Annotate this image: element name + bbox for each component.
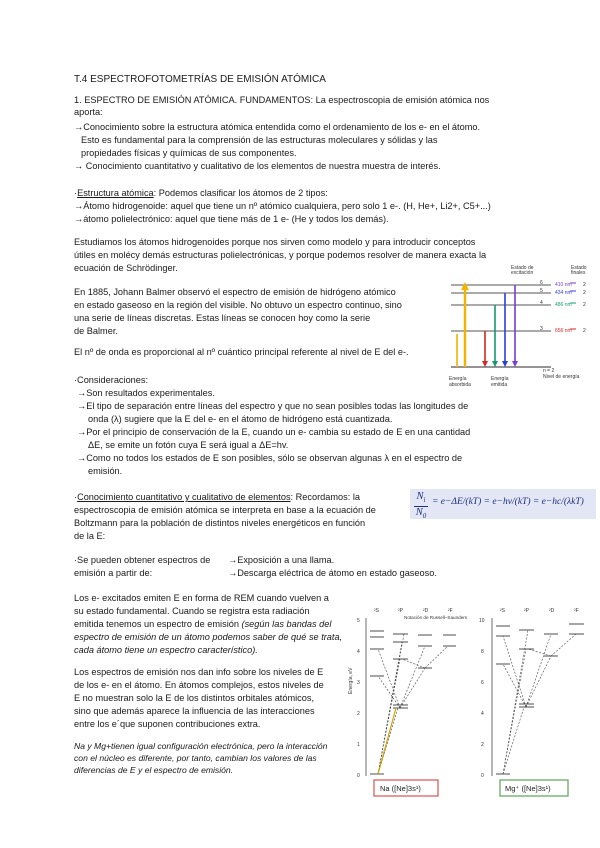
emission-656-head [482, 361, 488, 367]
excitados-line1: Los e- excitados emiten E en forma de REM cuando vuelven a [74, 593, 329, 603]
cap-emitida-b: emitida [491, 382, 508, 388]
fig-col2-label: Estado [571, 265, 587, 271]
na-grotrian [348, 608, 468, 796]
fig-col1b-label: excitación [511, 270, 534, 276]
numero-onda: El nº de onda es proporcional al nº cuántico principal referente al nivel de E del e-. [74, 347, 409, 357]
espectros-line2: de los e- en el átomo. En átomos complejos, estos niveles de [74, 680, 324, 690]
fig-col2b-label: finales [571, 270, 586, 276]
cap-absorbida-b: absorbida [449, 382, 471, 388]
mg-tick-4: 4 [481, 711, 484, 717]
excitados-line2: su estado fundamental. Cuando se registra esta radiación [74, 606, 310, 616]
estructura-heading-line: ·Estructura atómica: Podemos clasificar los átomos de 2 tipos: [74, 188, 328, 198]
na-tick-2: 2 [357, 711, 360, 717]
emission-434-head [502, 361, 508, 367]
balmer-line2: en estado gaseoso en la región del visible. No obtuvo un espectro continuo, sino [74, 300, 402, 310]
consid-1: →Son resultados experimentales. [77, 388, 215, 398]
grotrian-diagrams [348, 604, 596, 800]
conocimiento-heading-rest: : Recordamos: la [290, 492, 360, 502]
na-mg-line1: Na y Mg+tienen igual configuración electrónica, pero la interacción [74, 741, 328, 751]
na-col-d: ²D [423, 608, 429, 614]
conocimiento-line2: espectroscopia de emisión atómica se interpreta en base a la ecuación de [74, 505, 376, 515]
wl-656-label: 656 nm [555, 328, 572, 334]
section1-bullet1a: →Conocimiento sobre la estructura atómica entendida como el ordenamiento de los e- en el átomo. [74, 122, 481, 132]
section1-bullet1b: Esto es fundamental para la comprensión de las estructuras moleculares y sólidas y las [81, 135, 438, 145]
level-5-label: 5 [540, 288, 543, 294]
mg-transitions [503, 630, 576, 774]
na-tick-4: 4 [357, 649, 360, 655]
final-4: 2 [583, 302, 586, 308]
mg-grotrian [479, 608, 584, 796]
level-3-label: 3 [540, 326, 543, 332]
na-tick-1: 1 [357, 742, 360, 748]
estructura-heading-rest: : Podemos clasificar los átomos de 2 tipos: [153, 188, 328, 198]
conocimiento-heading: Conocimiento cuantitativo y cualitativo de elementos [77, 492, 291, 502]
consid-3b: ΔE, se emite un fotón cuya E será igual a ΔE=hv. [88, 440, 289, 450]
consid-4a: →Como no todos los estados de E son posibles, sólo se observan algunas λ en el espectro de [77, 453, 463, 463]
excitados-line3-text: emitida tenemos un espectro de emisión [74, 619, 239, 629]
mg-tick-10: 10 [479, 618, 485, 624]
section1-line1: 1. ESPECTRO DE EMISIÓN ATÓMICA. FUNDAMENTOS: La espectroscopia de emisión atómica nos [74, 95, 490, 105]
obtener-line1: ·Se pueden obtener espectros de [74, 555, 211, 565]
conocimiento-heading-line: ·Conocimiento cuantitativo y cualitativo de elementos: Recordamos: la [74, 492, 360, 502]
balmer-line3: una serie de líneas discretas. Estas líneas se conocen hoy como la serie [74, 313, 371, 323]
na-col-p: ²P [398, 608, 403, 614]
formula-num-sub: i [423, 496, 426, 505]
na-d-line [378, 708, 396, 774]
wl-434-label: 434 nm [555, 290, 572, 296]
consid-2a: →El tipo de separación entre líneas del espectro y que no sean posibles todas las longitudes de [77, 401, 469, 411]
mg-tick-8: 8 [481, 649, 484, 655]
consid-3a: →Por el principio de conservación de la E, cuando un e- cambia su estado de E en una cantidad [77, 427, 471, 437]
level-2b-label: Nivel de energía [543, 374, 580, 380]
mg-label: Mg⁺ ([Ne]3s¹) [505, 784, 551, 793]
formula-den: N [415, 507, 423, 519]
conocimiento-line3: Boltzmann para la población de distintos niveles energéticos en función [74, 518, 366, 528]
level-2-label: n = 2 [543, 368, 555, 374]
na-transitions [378, 634, 448, 774]
consid-2b: onda (λ) sugiere que la E del e- en el átomo de hidrógeno está cuantizada. [88, 414, 393, 424]
excitados-line5: cada átomo tiene un espectro característico). [74, 645, 258, 655]
mg-col-d: ²D [549, 608, 555, 614]
emission-410-head [512, 361, 518, 367]
page-title: T.4 ESPECTROFOTOMETRÍAS DE EMISIÓN ATÓMICA [74, 74, 326, 85]
mg-levels [496, 624, 584, 774]
na-tick-5: 5 [357, 618, 360, 624]
formula-fraction [414, 491, 428, 522]
na-col-f: ²F [448, 608, 453, 614]
wl-410-label: 410 nm [555, 282, 572, 288]
excitados-line3 [74, 618, 331, 631]
estudiamos-line1: Estudiamos los átomos hidrogenoides porque nos sirven como modelo y para introducir conceptos [74, 237, 476, 247]
conocimiento-line4: de la E: [74, 531, 106, 541]
level-4-label: 4 [540, 300, 543, 306]
hidrogenoide-item: →Átomo hidrogenoide: aquel que tiene un nº atómico cualquiera, pero solo 1 e-. (H, He+, Li2+, C5+...) [74, 201, 491, 211]
level-6-label: 6 [540, 280, 543, 286]
section1-bullet1c: propiedades físicas y químicas de sus componentes. [81, 148, 297, 158]
mg-tick-2: 2 [481, 742, 484, 748]
final-3: 2 [583, 328, 586, 334]
boltzmann-formula [410, 489, 596, 519]
mg-col-s: ²S [500, 608, 505, 614]
na-axis-label: Energía, eV [348, 667, 354, 694]
fig-col1-label: Estado de [511, 265, 534, 271]
na-mg-line2: con el núcleo es diferente, por tanto, cambian los valores de las [74, 753, 317, 763]
section1-bullet2: → Conocimiento cuantitativo y cualitativo de los elementos de nuestra muestra de interés. [74, 161, 441, 171]
espectros-line3: E no muestran solo la E de los distintos orbitales atómicos, [74, 693, 315, 703]
na-col-s: ²S [374, 608, 379, 614]
balmer-line1: En 1885, Johann Balmer observó el espectro de emisión de hidrógeno atómico [74, 287, 396, 297]
cap-absorbida: Energía [449, 376, 467, 382]
excitados-line3-italic: (según las bandas del [241, 619, 332, 629]
estructura-heading: Estructura atómica [77, 188, 154, 198]
formula-den-sub: 0 [422, 512, 427, 521]
espectros-line1: Los espectros de emisión nos dan info sobre los niveles de E [74, 667, 324, 677]
emission-486-head [492, 361, 498, 367]
hydrogen-levels-figure [443, 262, 597, 392]
section1-line2: aporta: [74, 107, 103, 117]
na-note: Notación de Russell–Saunders [404, 615, 468, 620]
na-mg-line3: diferencias de E y el espectro de emisión. [74, 765, 234, 775]
balmer-line4: de Balmer. [74, 326, 118, 336]
formula-rhs: = e−ΔE/(kT) = e−hν/(kT) = e−hc/(λkT) [432, 497, 584, 507]
na-levels [370, 631, 456, 774]
obtener-line2: emisión a partir de: [74, 568, 153, 578]
estudiamos-line2: útiles en molécy demás estructuras polielectrónicas, y porque podemos resolver de manera exacta la [74, 250, 487, 260]
mg-tick-0: 0 [481, 773, 484, 779]
consideraciones-heading: ·Consideraciones: [74, 375, 149, 385]
consid-4b: emisión. [88, 466, 123, 476]
formula-num: N [416, 491, 424, 502]
final-5: 2 [583, 290, 586, 296]
excitados-line4: espectro de emisión de un átomo podemos saber de qué se trata, [74, 632, 343, 642]
espectros-line4: sino que además aparece la influencia de las interacciones [74, 706, 315, 716]
mg-tick-6: 6 [481, 680, 484, 686]
mg-col-f: ²F [574, 608, 579, 614]
espectros-line5: entre los e´que suponen contribuciones extra. [74, 719, 261, 729]
na-tick-3: 3 [357, 680, 360, 686]
na-label: Na ([Ne]3s¹) [380, 784, 421, 793]
mg-col-p: ²P [524, 608, 529, 614]
na-tick-0: 0 [357, 773, 360, 779]
estudiamos-line3: ecuación de Schrödinger. [74, 263, 178, 273]
absorbed-arrowhead [461, 282, 469, 290]
obtener-option1: →Exposición a una llama. [228, 555, 335, 565]
polielectronico-item: →átomo polielectrónico: aquel que tiene más de 1 e- (He y todos los demás). [74, 214, 389, 224]
final-6: 2 [583, 282, 586, 288]
wl-486-label: 486 nm [555, 302, 572, 308]
obtener-option2: →Descarga eléctrica de átomo en estado gaseoso. [228, 568, 437, 578]
cap-emitida: Energía [491, 376, 509, 382]
